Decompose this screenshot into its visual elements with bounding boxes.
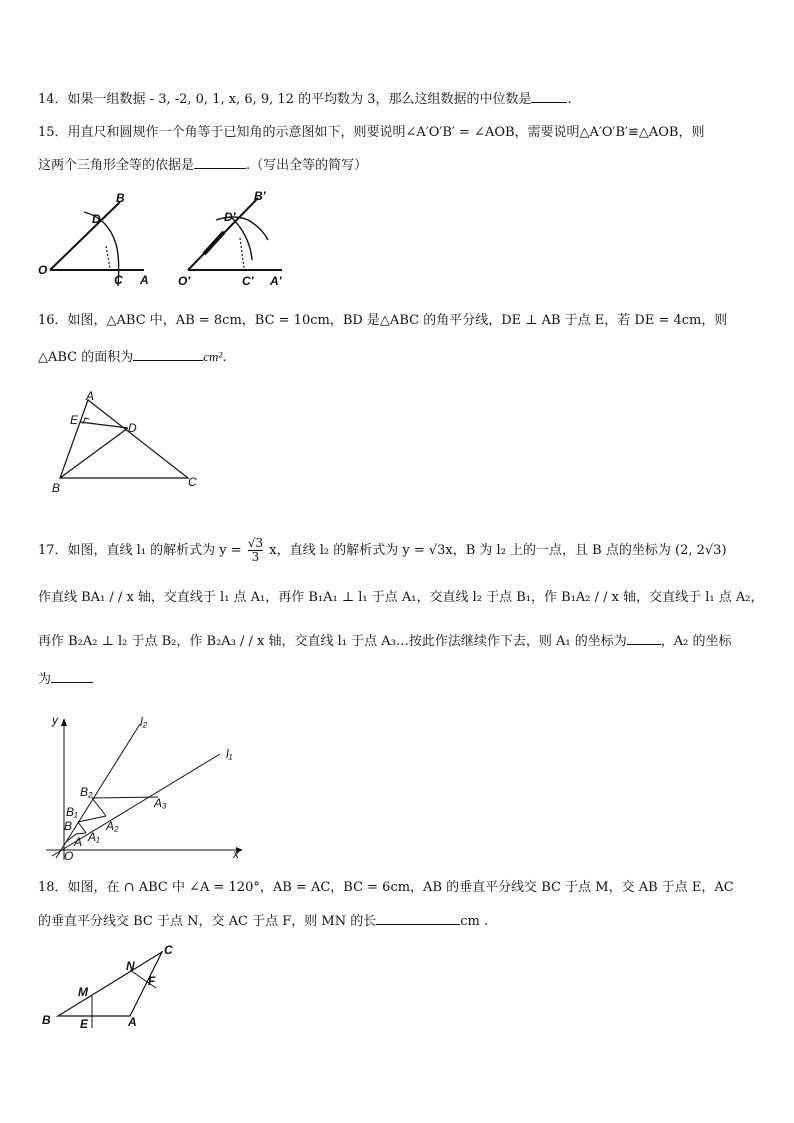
q17-fraction bbox=[248, 537, 263, 564]
question-17-line-4 bbox=[38, 668, 93, 690]
q17-label-b: B bbox=[64, 819, 73, 833]
question-17-line-2 bbox=[38, 588, 764, 608]
q16-line-2-text-a: △ABC 的面积为 bbox=[38, 350, 134, 365]
q15-figure-angle-aob bbox=[36, 188, 166, 293]
q14-end: . bbox=[567, 92, 572, 107]
question-14 bbox=[38, 88, 572, 110]
q14-text: 14．如果一组数据 - 3, -2, 0, 1, x, 6, 9, 12 的平均数为 3，那么这组数据的中位数是 bbox=[38, 92, 532, 107]
q18-line-2-text-b: cm . bbox=[460, 914, 489, 929]
q15-line-2-text-a: 这两个三角形全等的依据是 bbox=[38, 158, 195, 173]
q17-label-a: A bbox=[74, 835, 83, 849]
q17-line-2-text: 作直线 BA₁ / / x 轴，交直线于 l₁ 点 A₁，再作 B₁A₁ ⊥ l₁ 于点 A₁，交直线 l₂ 于点 B₁，作 B₁A₂ / / x 轴，交直线于 l₁ 点 A₂， bbox=[38, 590, 764, 605]
question-18-line-1 bbox=[38, 878, 734, 898]
question-17-line-1 bbox=[38, 537, 727, 564]
q18-label-b: B bbox=[42, 1013, 51, 1027]
question-16-line-1 bbox=[38, 311, 727, 331]
q17-label-b1: B₁ bbox=[66, 805, 78, 819]
q16-label-d: D bbox=[128, 421, 137, 435]
q15-fig1-label-c: C bbox=[114, 273, 123, 287]
q17-line-3-text-b: ，A₂ 的坐标 bbox=[660, 634, 732, 649]
q17-figure-coordinate-plane bbox=[40, 712, 255, 862]
q17-line-1-text-a: 17．如图，直线 l₁ 的解析式为 y = bbox=[38, 543, 242, 558]
q15-fig2-label-c: C′ bbox=[242, 274, 254, 288]
q15-fig1-label-d: D bbox=[92, 212, 101, 226]
q17-label-a1: A₁ bbox=[88, 830, 100, 844]
q16-label-b: B bbox=[52, 481, 61, 495]
q17-label-a2: A₂ bbox=[106, 819, 119, 833]
q18-line-1-text: 18．如图，在 ∩ ABC 中 ∠A = 120°，AB = AC，BC = 6cm，AB 的垂直平分线交 BC 于点 M，交 AB 于点 E，AC bbox=[38, 880, 734, 895]
q15-fig2-label-o: O′ bbox=[178, 274, 191, 288]
q17-label-a3: A₃ bbox=[154, 796, 167, 810]
q16-line-1-text: 16．如图，△ABC 中，AB = 8cm，BC = 10cm，BD 是△ABC 的角平分线，DE ⊥ AB 于点 E，若 DE = 4cm，则 bbox=[38, 313, 728, 328]
q17-answer-blank-a2[interactable] bbox=[51, 668, 93, 683]
q15-fig2-label-b: B′ bbox=[254, 189, 266, 203]
q18-figure-isosceles-triangle bbox=[38, 940, 188, 1040]
question-16-line-2 bbox=[38, 346, 235, 368]
q15-line-1-text: 15．用直尺和圆规作一个角等于已知角的示意图如下，则要说明∠A′O′B′ = ∠AOB，需要说明△A′O′B′≌△AOB，则 bbox=[38, 125, 705, 140]
q18-answer-blank[interactable] bbox=[376, 910, 460, 925]
question-15-line-2 bbox=[38, 154, 367, 176]
q18-label-n: N bbox=[126, 959, 135, 973]
q17-label-b2: B₂ bbox=[80, 785, 93, 799]
q17-fraction-numerator: √3 bbox=[247, 536, 264, 550]
q18-label-m: M bbox=[78, 985, 88, 999]
q18-line-2-text-a: 的垂直平分线交 BC 于点 N，交 AC 于点 F，则 MN 的长 bbox=[38, 914, 377, 929]
q16-answer-blank[interactable] bbox=[133, 346, 203, 361]
q17-label-o: O bbox=[64, 849, 74, 863]
q15-fig2-label-a: A′ bbox=[270, 274, 282, 288]
q15-fig2-label-d: D′ bbox=[224, 210, 236, 224]
q17-line-1-text-b: x，直线 l₂ 的解析式为 y = √3x，B 为 l₂ 上的一点，且 B 点的坐标为 (2, 2√3) bbox=[269, 543, 727, 558]
q17-label-x: x bbox=[233, 847, 239, 861]
q15-figure-angle-a-prime-o-prime-b-prime bbox=[176, 188, 306, 293]
question-15-line-1 bbox=[38, 123, 704, 143]
q15-answer-blank[interactable] bbox=[194, 154, 246, 169]
q15-fig1-label-a: A bbox=[140, 273, 149, 287]
question-17-line-3 bbox=[38, 630, 731, 652]
q17-label-y: y bbox=[52, 713, 58, 727]
q15-fig1-label-o: O bbox=[38, 263, 48, 277]
q18-label-f: F bbox=[148, 974, 156, 988]
q17-label-l1: l₁ bbox=[226, 747, 233, 761]
q16-figure-triangle-abc bbox=[48, 388, 208, 498]
q18-label-e: E bbox=[80, 1017, 89, 1031]
q17-line-4-text: 为 bbox=[38, 672, 52, 687]
q18-label-a: A bbox=[128, 1015, 137, 1029]
question-18-line-2 bbox=[38, 910, 488, 932]
q17-fraction-denominator: 3 bbox=[251, 550, 260, 564]
q16-label-a: A bbox=[86, 389, 95, 403]
q16-label-e: E bbox=[70, 413, 79, 427]
q14-answer-blank[interactable] bbox=[531, 88, 567, 103]
q17-label-l2: l₂ bbox=[140, 715, 148, 729]
q16-label-c: C bbox=[188, 475, 197, 489]
q17-answer-blank-a1[interactable] bbox=[627, 630, 661, 645]
q15-fig1-label-b: B bbox=[116, 191, 125, 205]
q16-line-2-text-b: cm²． bbox=[203, 349, 236, 364]
q15-line-2-text-b: .（写出全等的简写） bbox=[246, 158, 368, 173]
q18-label-c: C bbox=[164, 943, 173, 957]
q17-line-3-text-a: 再作 B₂A₂ ⊥ l₂ 于点 B₂，作 B₂A₃ / / x 轴，交直线 l₁ 于点 A₃…按此作法继续作下去，则 A₁ 的坐标为 bbox=[38, 634, 627, 649]
